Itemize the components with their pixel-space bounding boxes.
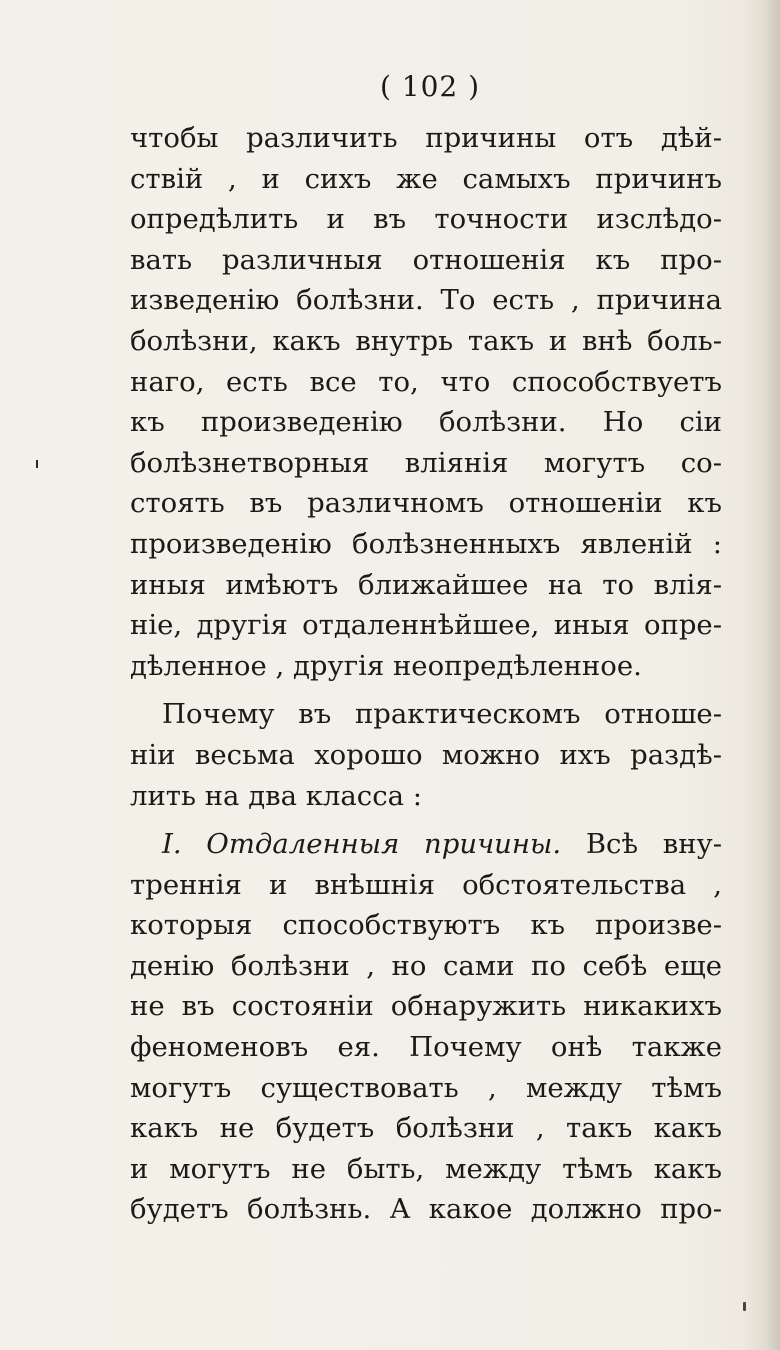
- text-line: будетъ болѣзнь. А какое должно про-: [130, 1193, 722, 1226]
- text-line: ніе, другія отдаленнѣйшее, иныя опре-: [130, 609, 722, 642]
- text-line: [130, 824, 722, 865]
- text-line: не въ состояніи обнаружить никакихъ: [130, 990, 722, 1023]
- text-line: могутъ существовать , между тѣмъ: [130, 1071, 722, 1104]
- text-line: ствій , и сихъ же самыхъ причинъ: [130, 162, 722, 195]
- section-heading: I. Отдаленныя причины.: [162, 828, 562, 861]
- text-line: феноменовъ ея. Почему онѣ также: [130, 1031, 722, 1064]
- text-line: лить на два класса :: [130, 779, 422, 812]
- text-line: наго, есть все то, что способствуетъ: [130, 365, 722, 398]
- text-line: чтобы различить причины отъ дѣй-: [130, 122, 722, 154]
- text-line: вать различныя отношенія къ про-: [130, 243, 722, 276]
- text-line: Почему въ практическомъ отноше-: [162, 698, 722, 731]
- text-line: иныя имѣютъ ближайшее на то влія-: [130, 568, 722, 601]
- text-line: опредѣлить и въ точности изслѣдо-: [130, 203, 722, 236]
- text-line: ніи весьма хорошо можно ихъ раздѣ-: [130, 738, 722, 771]
- body-text: [130, 118, 722, 1230]
- text-line: и могутъ не быть, между тѣмъ какъ: [130, 1152, 722, 1185]
- corner-mark: [743, 1302, 746, 1311]
- page-fold-shadow: [744, 0, 780, 1350]
- text-line: какъ не будетъ болѣзни , такъ какъ: [130, 1112, 722, 1145]
- text-line: произведенію болѣзненныхъ явленій :: [130, 527, 722, 560]
- text-line: треннія и внѣшнія обстоятельства ,: [130, 868, 722, 901]
- text-line: изведенію болѣзни. То есть , причина: [130, 284, 722, 317]
- text-line: дѣленное , другія неопредѣленное.: [130, 649, 642, 682]
- text-line: болѣзни, какъ внутрь такъ и внѣ боль-: [130, 324, 722, 357]
- text-line: которыя способствуютъ къ произве-: [130, 909, 722, 942]
- text-fragment: Всѣ вну-: [585, 828, 722, 861]
- text-line: къ произведенію болѣзни. Но сіи: [130, 406, 722, 439]
- text-line: стоять въ различномъ отношеніи къ: [130, 487, 722, 520]
- text-line: денію болѣзни , но сами по себѣ еще: [130, 949, 722, 982]
- page-number: ( 102 ): [379, 70, 481, 103]
- margin-mark: [36, 460, 38, 468]
- text-line: болѣзнетворныя вліянія могутъ со-: [130, 446, 722, 479]
